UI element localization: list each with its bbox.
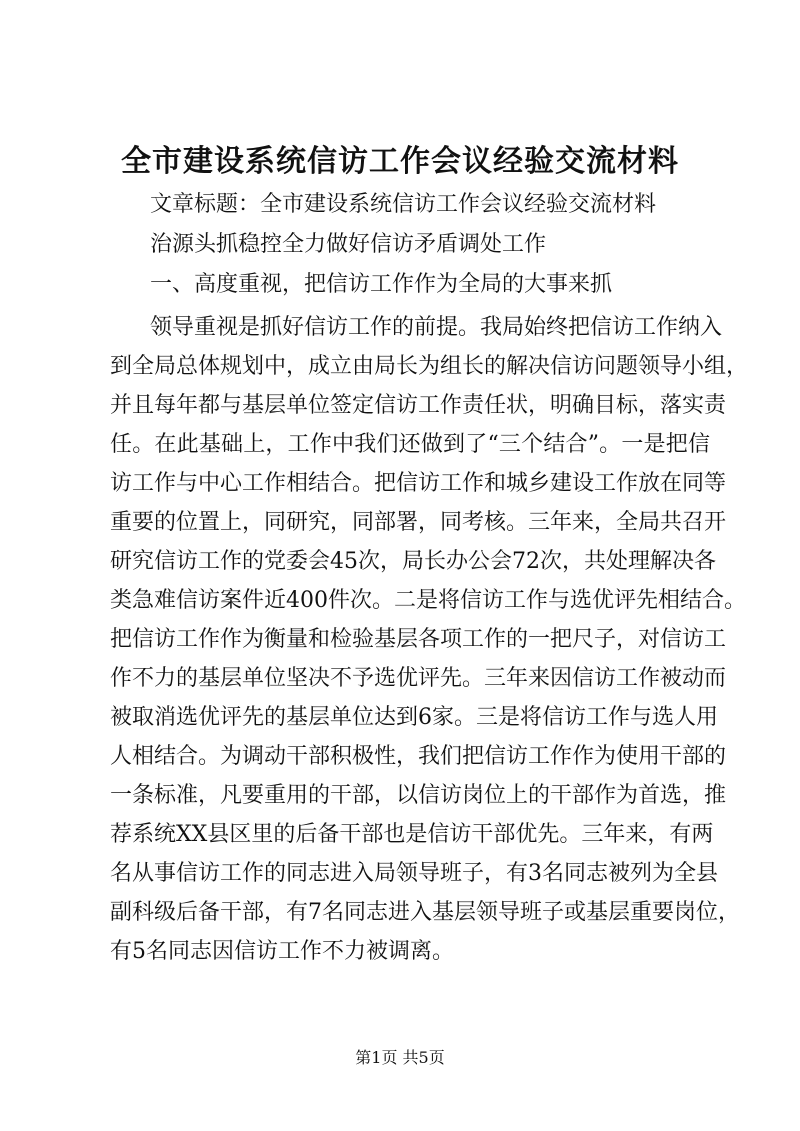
subtitle: 治源头抓稳控全力做好信访矛盾调处工作 bbox=[150, 232, 547, 257]
paragraph-line: 副科级后备干部，有7名同志进入基层领导班子或基层重要岗位， bbox=[110, 900, 740, 925]
paragraph-line: 把信访工作作为衡量和检验基层各项工作的一把尺子，对信访工 bbox=[110, 627, 727, 652]
paragraph-line: 并且每年都与基层单位签定信访工作责任状，明确目标，落实责 bbox=[110, 393, 727, 418]
paragraph-line: 作不力的基层单位坚决不予选优评先。三年来因信访工作被动而 bbox=[110, 666, 727, 691]
paragraph-line: 荐系统XX县区里的后备干部也是信访干部优先。三年来，有两 bbox=[110, 822, 714, 847]
paragraph-line: 有5名同志因信访工作不力被调离。 bbox=[110, 939, 454, 964]
paragraph-line: 研究信访工作的党委会45次，局长办公会72次，共处理解决各 bbox=[110, 549, 716, 574]
paragraph-line: 一条标准，凡要重用的干部，以信访岗位上的干部作为首选，推 bbox=[110, 783, 727, 808]
paragraph-line: 类急难信访案件近400件次。二是将信访工作与选优评先相结合。 bbox=[110, 588, 746, 613]
paragraph-line: 人相结合。为调动干部积极性，我们把信访工作作为使用干部的 bbox=[110, 744, 727, 769]
paragraph-line: 访工作与中心工作相结合。把信访工作和城乡建设工作放在同等 bbox=[110, 471, 727, 496]
article-label: 文章标题：全市建设系统信访工作会议经验交流材料 bbox=[150, 192, 657, 217]
page-indicator: 第1页 共5页 bbox=[355, 1048, 445, 1067]
paragraph-line: 领导重视是抓好信访工作的前提。我局始终把信访工作纳入 bbox=[150, 315, 723, 340]
section-heading: 一、高度重视，把信访工作作为全局的大事来抓 bbox=[150, 272, 613, 297]
paragraph-line: 被取消选优评先的基层单位达到6家。三是将信访工作与选人用 bbox=[110, 705, 718, 730]
paragraph-line: 任。在此基础上，工作中我们还做到了“三个结合”。一是把信 bbox=[110, 432, 710, 457]
paragraph-line: 重要的位置上，同研究，同部署，同考核。三年来，全局共召开 bbox=[110, 510, 727, 535]
document-title: 全市建设系统信访工作会议经验交流材料 bbox=[121, 144, 679, 179]
paragraph-line: 到全局总体规划中，成立由局长为组长的解决信访问题领导小组， bbox=[110, 354, 749, 379]
paragraph-line: 名从事信访工作的同志进入局领导班子，有3名同志被列为全县 bbox=[110, 861, 718, 886]
